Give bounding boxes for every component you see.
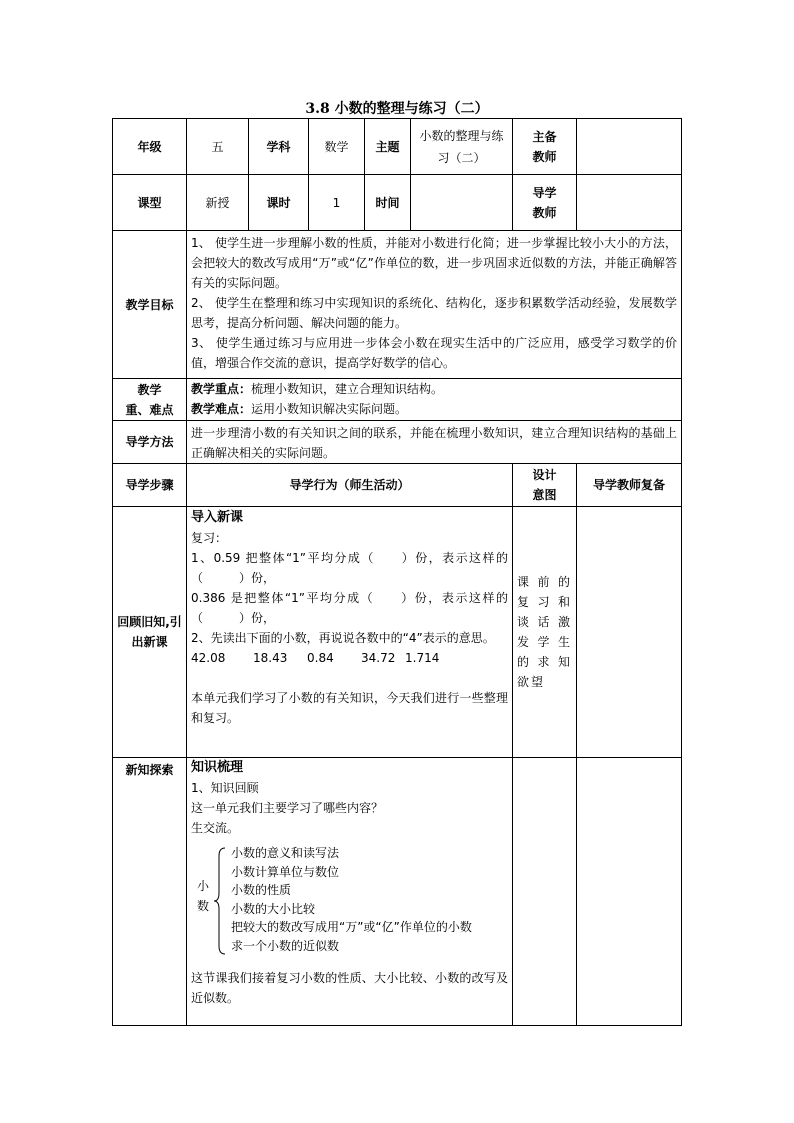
key-points-label-line2: 重、难点 <box>125 402 174 417</box>
objectives-label: 教学目标 <box>113 231 187 379</box>
number-item: 18.43 <box>253 651 288 665</box>
tree-item: 求一个小数的近似数 <box>231 938 340 953</box>
objective-item: 1、 使学生进一步理解小数的性质，并能对小数进行化简；进一步掌握比较小大小的方法，会把较大的数改写成用“万”或“亿”作单位的数，进一步巩固求近似数的方法，并能正确解答有关的实际问题。 <box>191 236 677 290</box>
objectives-row <box>113 231 682 379</box>
teacher-label: 主备教师 <box>513 119 577 175</box>
difficulty-point-text: 运用小数知识解决实际问题。 <box>251 402 408 416</box>
objective-item: 3、 使学生通过练习与应用进一步体会小数在现实生活中的广泛应用，感受学习数学的价值，增强合作交流的意识，提高学好数学的信心。 <box>191 336 677 370</box>
step2-closing: 这节课我们接着复习小数的性质、大小比较、小数的改写及近似数。 <box>191 971 508 1005</box>
step2-activity <box>187 758 513 1026</box>
step1-line: 0.386 是把整体“1”平均分成（ ）份，表示这样的（ ）份， <box>191 591 508 625</box>
time-label: 时间 <box>365 175 411 231</box>
step2-line: 这一单元我们主要学习了哪些内容？ <box>191 801 384 815</box>
number-item: 34.72 <box>361 651 396 665</box>
period-value: 1 <box>309 175 365 231</box>
tree-root: 小数 <box>197 879 210 913</box>
grade-value: 五 <box>187 119 249 175</box>
tree-item: 小数计算单位与数位 <box>231 864 340 879</box>
step2-design <box>513 758 577 1026</box>
lesson-type-label: 课型 <box>113 175 187 231</box>
step1-closing: 本单元我们学习了小数的有关知识，今天我们进行一些整理和复习。 <box>191 691 508 725</box>
method-label: 导学方法 <box>113 421 187 464</box>
step1-line: 2、先读出下面的小数，再说说各数中的“4”表示的意思。 <box>191 631 495 645</box>
step2-line: 1、知识回顾 <box>191 781 259 795</box>
step1-activity <box>187 507 513 758</box>
objectives-text <box>187 231 682 379</box>
design-header-label: 设计意图 <box>513 464 577 507</box>
teacher-value <box>577 119 682 175</box>
subject-label: 学科 <box>249 119 309 175</box>
tree-item: 小数的大小比较 <box>231 901 316 916</box>
prep-header-label: 导学教师复备 <box>577 464 682 507</box>
steps-header-row <box>113 464 682 507</box>
method-text: 进一步理清小数的有关知识之间的联系，并能在梳理小数知识，建立合理知识结构的基础上正确解决相关的实际问题。 <box>187 421 682 464</box>
lesson-plan-table <box>112 118 682 1026</box>
tree-item: 把较大的数改写成用“万”或“亿”作单位的小数 <box>231 920 472 934</box>
key-point-label: 教学重点： <box>191 382 252 396</box>
step2-heading: 知识梳理 <box>191 760 244 775</box>
difficulty-point <box>191 399 677 419</box>
step-header-label: 导学步骤 <box>113 464 187 507</box>
number-item: 42.08 <box>191 651 226 665</box>
tree-item: 小数的意义和读写法 <box>231 846 340 860</box>
subject-value: 数学 <box>309 119 365 175</box>
difficulty-point-label: 教学难点： <box>191 402 252 416</box>
step1-design: 课前的复习和谈话激发学生的求知欲望 <box>513 507 577 758</box>
key-points-label <box>113 379 187 421</box>
key-point-text: 梳理小数知识，建立合理知识结构。 <box>251 382 444 396</box>
step2-label: 新知探索 <box>113 758 187 1026</box>
number-item: 1.714 <box>405 651 440 665</box>
guide-teacher-value <box>577 175 682 231</box>
method-row <box>113 421 682 464</box>
tree-item: 小数的性质 <box>231 883 292 897</box>
step2-prep <box>577 758 682 1026</box>
time-value <box>411 175 513 231</box>
spacer <box>191 668 508 688</box>
number-list <box>191 648 508 668</box>
step1-label: 回顾旧知,引出新课 <box>113 507 187 758</box>
step1-line: 复习： <box>191 531 228 545</box>
header-row-1 <box>113 119 682 175</box>
key-points-label-line1: 教学 <box>137 382 162 397</box>
key-points-row <box>113 379 682 421</box>
brace-icon <box>213 846 227 956</box>
lesson-type-value: 新授 <box>187 175 249 231</box>
activity-header-label: 导学行为（师生活动） <box>187 464 513 507</box>
page-title: 3.8 小数的整理与练习（二） <box>305 101 489 117</box>
step2-row <box>113 758 682 1026</box>
step1-heading: 导入新课 <box>191 510 244 525</box>
number-item: 0.84 <box>307 651 334 665</box>
step1-row <box>113 507 682 758</box>
step1-line: 1、0.59 把整体“1”平均分成（ ）份，表示这样的（ ）份， <box>191 551 508 585</box>
objective-item: 2、 使学生在整理和练习中实现知识的系统化、结构化，逐步积累数学活动经验，发展数学思考，提高分析问题、解决问题的能力。 <box>191 296 677 330</box>
guide-teacher-label: 导学教师 <box>513 175 577 231</box>
header-row-2 <box>113 175 682 231</box>
knowledge-tree <box>191 844 508 962</box>
key-point <box>191 379 677 399</box>
period-label: 课时 <box>249 175 309 231</box>
topic-label: 主题 <box>365 119 411 175</box>
step1-prep <box>577 507 682 758</box>
grade-label: 年级 <box>113 119 187 175</box>
step2-line: 生交流。 <box>191 821 240 835</box>
topic-value: 小数的整理与练习（二） <box>411 119 513 175</box>
tree-items <box>231 844 472 955</box>
key-points-text <box>187 379 682 421</box>
